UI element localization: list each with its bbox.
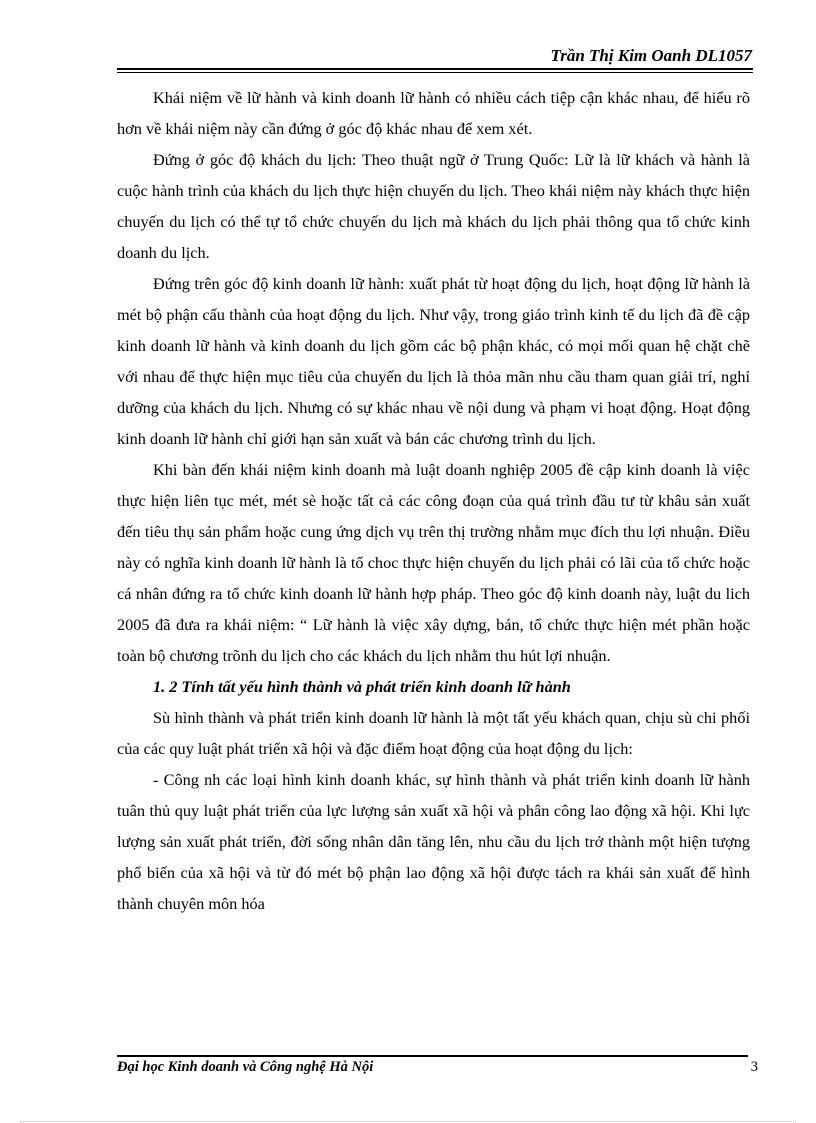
header-title: Trần Thị Kim Oanh DL1057 (550, 46, 752, 65)
page-number: 3 (750, 1059, 758, 1075)
header-rule-thin (117, 72, 753, 73)
header-rule (117, 68, 753, 70)
section-heading: 1. 2 Tính tất yếu hình thành và phát triển kinh doanh lữ hành (153, 677, 571, 696)
paragraph: Đứng ở góc độ khách du lịch: Theo thuật ngữ ở Trung Quốc: Lữ là lữ khách và hành là cuộc hành trình của khách du lịch thực hiện chuyến du lịch. Theo khái niệm này khách thực hiện chuyến du lịch có thể tự tổ chức chuyến du lịch mà khách du lịch phải thông qua tổ chức kinh doanh du lịch. (117, 150, 750, 262)
footer-institution: Đại học Kinh doanh và Công nghệ Hà Nội (117, 1059, 374, 1075)
paragraph: - Công nh các loại hình kinh doanh khác, sự hình thành và phát triển kinh doanh lữ hành tuân thủ quy luật phát triển của lực lượng sản xuất xã hội và phân công lao động xã hội. Khi lực lượng sản xuất phát triển, đời sống nhân dân tăng lên, nhu cầu du lịch trở thành một hiện tượng phổ biến của xã hội và từ đó mét bộ phận lao động xã hội được tách ra khái sản xuất để hình thành chuyên môn hóa (117, 770, 750, 913)
footer-rule (117, 1055, 748, 1057)
paragraph: Khái niệm về lữ hành và kinh doanh lữ hành có nhiều cách tiệp cận khác nhau, để hiểu rõ hơn về khái niệm này cần đứng ở góc độ khác nhau để xem xét. (117, 88, 750, 138)
paragraph: Sù hình thành và phát triển kinh doanh lữ hành là một tất yếu khách quan, chịu sù chi phối của các quy luật phát triển xã hội và đặc điểm hoạt động của hoạt động du lịch: (117, 708, 750, 758)
paragraph: Đứng trên góc độ kinh doanh lữ hành: xuất phát từ hoạt động du lịch, hoạt động lữ hành là mét bộ phận cấu thành của hoạt động du lịch. Như vậy, trong giáo trình kinh tế du lịch đã đề cập kinh doanh lữ hành và kinh doanh du lịch gồm các bộ phận khác, có mọi mối quan hệ chặt chẽ với nhau để thực hiện mục tiêu của chuyến du lịch là thỏa mãn nhu cầu tham quan giải trí, nghỉ dưỡng của khách du lịch. Nhưng có sự khác nhau về nội dung và phạm vi hoạt động. Hoạt động kinh doanh lữ hành chỉ giới hạn sản xuất và bán các chương trình du lịch. (117, 274, 750, 448)
paragraph: Khi bàn đến khái niệm kinh doanh mà luật doanh nghiệp 2005 đề cập kinh doanh là việc thực hiện liên tục mét, mét sè hoặc tất cả các công đoạn của quá trình đầu tư từ khâu sản xuất đến tiêu thụ sản phẩm hoặc cung ứng dịch vụ trên thị trường nhằm mục đích thu lợi nhuận. Điều này có nghĩa kinh doanh lữ hành là tổ choc thực hiện chuyến du lịch phải có lãi của tổ chức hoặc cá nhân đứng ra tổ chức kinh doanh lữ hành hợp pháp. Theo góc độ kinh doanh này, luật du lich 2005 đã đưa ra khái niệm: “ Lữ hành là việc xây dựng, bán, tổ chức thực hiện mét phần hoặc toàn bộ chương trõnh du lịch cho các khách du lịch nhằm thu hút lợi nhuận. (117, 460, 750, 665)
page-content (117, 82, 750, 919)
